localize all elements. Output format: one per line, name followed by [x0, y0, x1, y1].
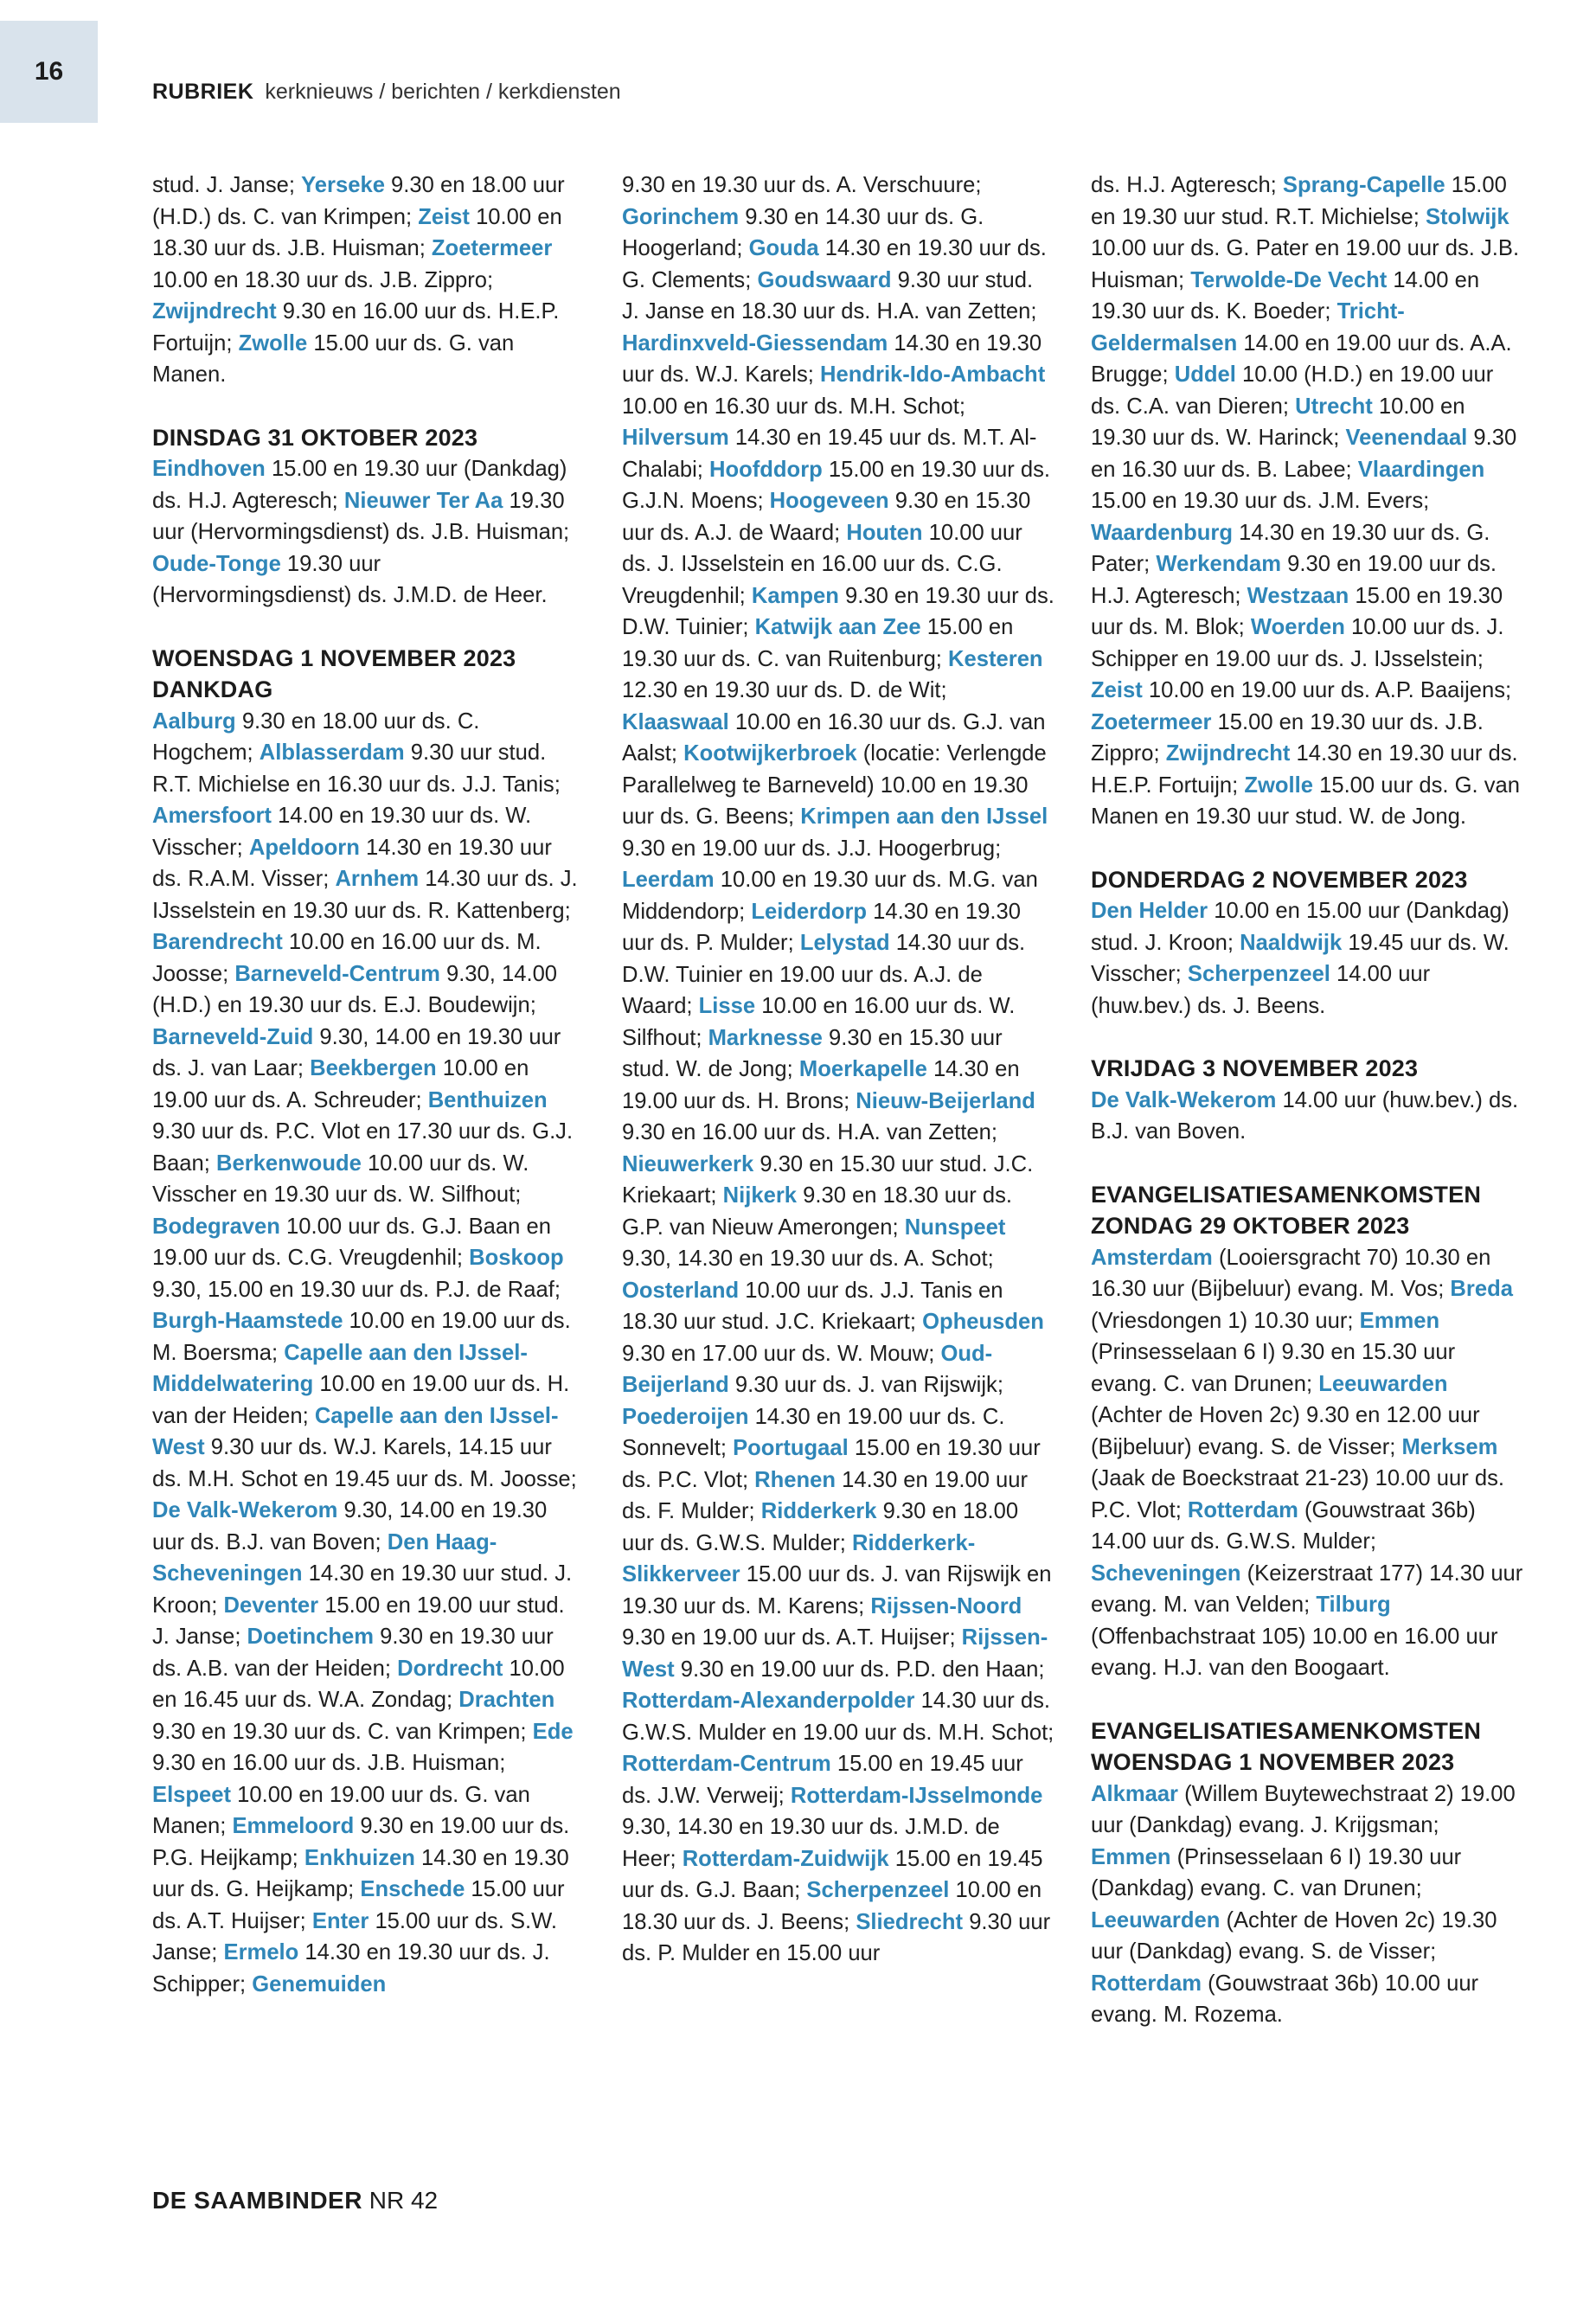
church-location: Lelystad — [799, 931, 890, 955]
church-location: Tilburg — [1316, 1593, 1391, 1617]
service-details: 10.00 uur ds. W. Visscher en 19.30 uur ds. W. Silfhout; — [152, 1150, 529, 1207]
service-details: 15.00 en 19.00 uur stud. J. Janse; — [152, 1593, 565, 1649]
church-location: Leeuwarden — [1318, 1371, 1448, 1396]
service-details: (Achter de Hoven 2c) 19.30 uur (Dankdag) evang. S. de Visser; — [1091, 1907, 1497, 1964]
page-number: 16 — [0, 21, 98, 123]
service-details: 9.30 en 19.00 uur ds. H.J. Agteresch; — [1091, 552, 1497, 608]
service-details: 14.30 en 19.30 uur ds. R.A.M. Visser; — [152, 835, 552, 891]
service-details: 15.00 uur ds. G. van Manen. — [152, 330, 515, 387]
column-2 — [622, 170, 1054, 1970]
service-details: 10.00 uur ds. J. IJsselstein en 16.00 uur ds. C.G. Vreugdenhil; — [622, 520, 1022, 608]
service-details: 9.30 en 17.00 uur ds. W. Mouw; — [622, 1341, 941, 1366]
church-location: Oosterland — [622, 1278, 740, 1303]
service-details: (Looiersgracht 70) 10.30 en 16.30 uur (Bijbeluur) evang. M. Vos; — [1091, 1245, 1491, 1301]
service-details: (Prinsesselaan 6 I) 19.30 uur (Dankdag) evang. C. van Drunen; — [1091, 1844, 1462, 1900]
service-details: 10.00 en 16.45 uur ds. W.A. Zondag; — [152, 1656, 565, 1712]
service-section — [152, 422, 585, 612]
church-location: Katwijk aan Zee — [754, 615, 921, 639]
service-details: 14.30 en 19.30 uur ds. G. Clements; — [622, 236, 1047, 292]
issue-number: NR 42 — [369, 2187, 439, 2214]
service-listing — [152, 706, 585, 2001]
service-listing — [152, 170, 585, 391]
church-location: Veenendaal — [1345, 426, 1468, 450]
publication-name: DE SAAMBINDER — [152, 2187, 362, 2214]
church-location: Capelle aan den IJssel-Middelwatering — [152, 1340, 528, 1396]
heading-line: WOENSDAG 1 NOVEMBER 2023 — [152, 644, 516, 671]
service-details: 15.00 en 19.30 uur stud. R.T. Michielse; — [1091, 173, 1507, 229]
service-details: 14.00 en 19.30 uur ds. K. Boeder; — [1091, 267, 1480, 324]
heading-line: EVANGELISATIESAMENKOMSTEN — [1091, 1181, 1482, 1208]
service-details: 10.00 en 19.00 uur ds. A. Schreuder; — [152, 1056, 529, 1112]
service-listing — [1091, 1085, 1523, 1148]
church-location: Burgh-Haamstede — [152, 1309, 343, 1333]
church-location: Leerdam — [622, 868, 715, 892]
service-details: 9.30 en 19.30 uur ds. A. Verschuure; — [622, 173, 982, 197]
church-location: Werkendam — [1156, 552, 1282, 576]
church-location: Poortugaal — [733, 1436, 849, 1460]
church-location: Enter — [311, 1908, 369, 1933]
church-location: Nieuwerkerk — [622, 1151, 754, 1176]
service-details: 10.00 en 18.30 uur ds. J. Beens; — [622, 1878, 1042, 1934]
church-location: Klaaswaal — [622, 709, 729, 734]
rubriek-subtitle: kerknieuws / berichten / kerkdiensten — [265, 80, 621, 104]
service-details: 14.30 en 19.30 uur ds. G. Pater; — [1091, 520, 1490, 576]
service-section — [1091, 864, 1523, 1022]
service-details: 14.30 en 19.00 uur ds. F. Mulder; — [622, 1467, 1029, 1523]
church-location: Amersfoort — [152, 804, 272, 828]
service-details: 14.30 en 19.30 uur ds. P. Mulder; — [622, 899, 1021, 955]
church-location: Den Helder — [1091, 899, 1208, 923]
church-location: Uddel — [1174, 362, 1236, 387]
service-details: (locatie: Verlengde Parallelweg te Barneveld) 10.00 en 19.30 uur ds. G. Beens; — [622, 741, 1047, 829]
service-details: (Gouwstraat 36b) 14.00 uur ds. G.W.S. Mulder; — [1091, 1497, 1476, 1554]
church-location: Rijssen-Noord — [870, 1593, 1022, 1618]
continued-text — [152, 170, 585, 391]
service-details: 10.00 en 19.00 uur ds. G. van Manen; — [152, 1782, 530, 1838]
service-details: 9.30 en 14.30 uur ds. G. Hoogerland; — [622, 204, 984, 260]
service-details: 10.00 en 18.30 uur ds. J.B. Huisman; — [152, 204, 562, 260]
service-details: 10.00 en 16.30 uur ds. M.H. Schot; — [622, 394, 965, 419]
church-location: Rotterdam — [1187, 1497, 1298, 1522]
section-heading — [1091, 1053, 1523, 1085]
service-details: (Vriesdongen 1) 10.30 uur; — [1091, 1308, 1360, 1333]
service-details: 14.30 uur ds. G.W.S. Mulder en 19.00 uur ds. M.H. Schot; — [622, 1689, 1054, 1745]
church-location: Beekbergen — [310, 1056, 437, 1080]
service-details: 10.00 uur ds. G.J. Baan en 19.00 uur ds. C.G. Vreugdenhil; — [152, 1214, 551, 1270]
service-details: 10.00 en 19.30 uur ds. W. Harinck; — [1091, 394, 1465, 450]
service-details: 10.00 (H.D.) en 19.00 uur ds. C.A. van Dieren; — [1091, 362, 1494, 419]
section-header — [152, 80, 621, 105]
service-section — [1091, 1053, 1523, 1148]
church-location: Scherpenzeel — [806, 1878, 950, 1902]
church-location: Nieuw-Beijerland — [856, 1088, 1035, 1113]
service-details: 15.00 uur ds. G. van Manen en 19.30 uur stud. W. de Jong. — [1091, 772, 1521, 829]
church-location: Barendrecht — [152, 930, 283, 954]
church-location: Nieuwer Ter Aa — [343, 488, 503, 513]
church-location: Bodegraven — [152, 1214, 280, 1239]
church-location: Nunspeet — [904, 1215, 1006, 1240]
service-listing — [1091, 170, 1523, 833]
church-location: Emmen — [1359, 1308, 1440, 1333]
service-details: 15.00 en 19.45 uur ds. J.W. Verweij; — [622, 1752, 1023, 1808]
service-details: 9.30 en 15.30 uur stud. J.C. Kriekaart; — [622, 1151, 1034, 1208]
church-location: Terwolde-De Vecht — [1190, 267, 1388, 292]
service-details: 9.30 en 15.30 uur stud. W. de Jong; — [622, 1025, 1003, 1081]
service-details: 9.30, 14.00 en 19.30 uur ds. J. van Laar; — [152, 1024, 561, 1080]
church-location: Deventer — [223, 1593, 319, 1618]
service-details: 9.30, 14.30 en 19.30 uur ds. J.M.D. de Heer; — [622, 1815, 1000, 1871]
church-location: De Valk-Wekerom — [152, 1498, 338, 1522]
service-listing — [1091, 1779, 1523, 2031]
service-details: 10.00 uur ds. J. Schipper en 19.00 uur ds. J. IJsselstein; — [1091, 615, 1504, 671]
church-location: Rotterdam-Alexanderpolder — [622, 1689, 915, 1713]
service-details: 9.30, 15.00 en 19.30 uur ds. P.J. de Raaf; — [152, 1277, 561, 1302]
church-location: Amsterdam — [1091, 1245, 1213, 1270]
church-location: Eindhoven — [152, 457, 266, 481]
church-location: Marknesse — [708, 1025, 823, 1050]
church-location: Sliedrecht — [856, 1909, 964, 1934]
church-location: Oud-Beijerland — [622, 1341, 993, 1397]
service-details: stud. J. Janse; — [152, 173, 302, 197]
church-location: Zeist — [418, 204, 470, 229]
church-location: Hoofddorp — [709, 457, 823, 482]
church-location: Hoogeveen — [769, 489, 889, 513]
church-location: Gouda — [748, 236, 819, 260]
service-details: 14.00 en 19.00 uur ds. A.A. Brugge; — [1091, 330, 1512, 387]
service-details: 9.30 en 15.30 uur ds. A.J. de Waard; — [622, 489, 1031, 545]
church-location: Poederoijen — [622, 1404, 749, 1429]
service-section — [1091, 1179, 1523, 1684]
column-3 — [1091, 170, 1523, 2031]
service-details: 15.00 en 19.30 uur ds. J.B. Zippro; — [1091, 709, 1484, 766]
service-details: 10.00 en 19.00 uur ds. H. van der Heiden; — [152, 1372, 570, 1428]
service-details: 9.30 en 19.00 uur ds. J.J. Hoogerbrug; — [622, 836, 1002, 861]
section-heading — [1091, 864, 1523, 896]
service-details: 10.00 en 19.00 uur ds. M. Boersma; — [152, 1309, 571, 1365]
church-location: Aalburg — [152, 708, 236, 734]
service-details: (Prinsesselaan 6 I) 9.30 en 15.30 uur evang. C. van Drunen; — [1091, 1340, 1456, 1396]
service-details: 9.30 en 18.00 uur (H.D.) ds. C. van Krimpen; — [152, 173, 565, 229]
service-details: 14.00 uur (huw.bev.) ds. B.J. van Boven. — [1091, 1087, 1519, 1144]
service-details: 15.00 en 19.30 uur (Dankdag) ds. H.J. Agteresch; — [152, 457, 567, 513]
service-details: 15.00 en 19.30 uur ds. M. Blok; — [1091, 583, 1503, 639]
service-details: 9.30 en 18.00 uur ds. C. Hogchem; — [152, 708, 480, 765]
service-details: 10.00 uur ds. J.J. Tanis en 18.30 uur stud. J.C. Kriekaart; — [622, 1278, 1003, 1334]
service-details: 9.30 en 19.00 uur ds. P.G. Heijkamp; — [152, 1814, 570, 1870]
church-location: Stolwijk — [1425, 204, 1509, 229]
church-location: Goudswaard — [757, 267, 892, 292]
church-location: Vlaardingen — [1357, 457, 1485, 482]
church-location: Rhenen — [754, 1467, 836, 1492]
service-details: 10.00 en 19.30 uur ds. M.G. van Middendorp; — [622, 868, 1038, 924]
church-location: Oude-Tonge — [152, 551, 281, 576]
footer — [152, 2187, 438, 2214]
church-location: Sprang-Capelle — [1282, 173, 1445, 197]
church-location: Hendrik-Ido-Ambacht — [820, 362, 1046, 387]
church-location: Krimpen aan den IJssel — [800, 804, 1048, 829]
service-details: 14.00 uur (huw.bev.) ds. J. Beens. — [1091, 962, 1431, 1018]
church-location: Enkhuizen — [304, 1845, 415, 1870]
church-location: Tricht-Geldermalsen — [1091, 299, 1405, 356]
heading-line: ZONDAG 29 OKTOBER 2023 — [1091, 1213, 1410, 1239]
service-details: 9.30 en 16.00 uur ds. J.B. Huisman; — [152, 1751, 506, 1775]
rubriek-label: RUBRIEK — [152, 80, 254, 104]
service-details: 19.30 uur (Hervormingsdienst) ds. J.M.D. de Heer. — [152, 551, 548, 607]
church-location: Ridderkerk — [760, 1499, 877, 1523]
heading-line: VRIJDAG 3 NOVEMBER 2023 — [1091, 1055, 1419, 1081]
service-details: (Offenbachstraat 105) 10.00 en 16.00 uur evang. H.J. van den Boogaart. — [1091, 1624, 1498, 1680]
service-details: 15.00 en 19.30 uur ds. C. van Ruitenburg; — [622, 615, 1014, 671]
service-details: 10.00 uur ds. G. Pater en 19.00 uur ds. J.B. Huisman; — [1091, 236, 1520, 292]
church-location: Leiderdorp — [751, 899, 868, 924]
service-details: 9.30 en 19.00 uur ds. A.T. Huijser; — [622, 1625, 962, 1650]
service-details: (Keizerstraat 177) 14.30 uur evang. M. van Velden; — [1091, 1561, 1523, 1617]
church-location: Ede — [532, 1719, 574, 1744]
church-location: Kampen — [751, 583, 839, 608]
service-details: 9.30 uur ds. P.C. Vlot en 17.30 uur ds. G.J. Baan; — [152, 1119, 574, 1176]
church-location: Capelle aan den IJssel-West — [152, 1403, 559, 1459]
service-details: 9.30 en 19.30 uur ds. C. van Krimpen; — [152, 1719, 533, 1744]
service-details: 14.00 en 19.30 uur ds. W. Visscher; — [152, 804, 532, 860]
church-location: Rijssen-West — [622, 1625, 1048, 1682]
service-details: 15.00 en 19.30 uur ds. J.M. Evers; — [1091, 489, 1430, 513]
church-location: Scherpenzeel — [1187, 962, 1330, 986]
church-location: Zwijndrecht — [152, 299, 277, 324]
service-details: ds. H.J. Agteresch; — [1091, 173, 1283, 197]
service-details: 9.30 en 19.00 uur ds. P.D. den Haan; — [674, 1657, 1045, 1682]
service-listing — [1091, 895, 1523, 1022]
church-location: Emmen — [1091, 1844, 1171, 1869]
service-details: 10.00 en 15.00 uur (Dankdag) stud. J. Kroon; — [1091, 899, 1509, 955]
church-location: Houten — [846, 520, 923, 545]
church-location: Zwolle — [238, 330, 308, 356]
church-location: Zeist — [1091, 678, 1143, 702]
service-details: 14.30 en 19.30 uur ds. W.J. Karels; — [622, 330, 1042, 387]
church-location: Scheveningen — [1091, 1561, 1241, 1586]
service-details: (Willem Buytewechstraat 2) 19.00 uur (Dankdag) evang. J. Krijgsman; — [1091, 1781, 1516, 1837]
service-listing — [622, 170, 1054, 1970]
church-location: Genemuiden — [252, 1971, 387, 1997]
service-details: 9.30 en 16.00 uur ds. H.A. van Zetten; — [622, 1120, 997, 1144]
church-location: Nijkerk — [722, 1183, 798, 1208]
section-heading — [1091, 1715, 1523, 1779]
church-location: Dordrecht — [397, 1656, 503, 1681]
church-location: Alblasserdam — [259, 740, 405, 765]
heading-line: EVANGELISATIESAMENKOMSTEN — [1091, 1717, 1482, 1744]
section-heading — [1091, 1179, 1523, 1242]
church-location: Hardinxveld-Giessendam — [622, 330, 888, 356]
service-details: 9.30 uur stud. R.T. Michielse en 16.30 uur ds. J.J. Tanis; — [152, 740, 561, 797]
church-location: Elspeet — [152, 1782, 232, 1807]
service-details: 10.00 en 18.30 uur ds. J.B. Zippro; — [152, 267, 494, 292]
heading-line: WOENSDAG 1 NOVEMBER 2023 — [1091, 1749, 1455, 1775]
service-details: 14.30 en 19.00 uur ds. H. Brons; — [622, 1057, 1020, 1113]
service-section — [1091, 1715, 1523, 2031]
church-location: Doetinchem — [247, 1625, 375, 1649]
service-details: 14.30 en 19.30 uur ds. G. Heijkamp; — [152, 1845, 569, 1901]
service-details: 14.30 uur ds. J. IJsselstein en 19.30 uur ds. R. Kattenberg; — [152, 867, 578, 923]
service-details: 10.00 en 19.00 uur ds. A.P. Baaijens; — [1142, 678, 1512, 702]
service-details: 9.30 uur ds. W.J. Karels, 14.15 uur ds. M.H. Schot en 19.45 uur ds. M. Joosse; — [152, 1435, 577, 1491]
service-details: 14.30 en 19.00 uur ds. C. Sonnevelt; — [622, 1404, 1005, 1460]
church-location: De Valk-Wekerom — [1091, 1087, 1277, 1112]
church-location: Ermelo — [223, 1940, 299, 1965]
service-details: (Achter de Hoven 2c) 9.30 en 12.00 uur (Bijbeluur) evang. S. de Visser; — [1091, 1403, 1480, 1459]
heading-line: DONDERDAG 2 NOVEMBER 2023 — [1091, 866, 1468, 893]
church-location: Hilversum — [622, 426, 729, 450]
service-details: 9.30 en 16.00 uur ds. H.E.P. Fortuijn; — [152, 299, 560, 356]
church-location: Yerseke — [301, 173, 385, 197]
church-location: Benthuizen — [427, 1087, 548, 1112]
church-location: Barneveld-Zuid — [152, 1024, 314, 1049]
service-details: 15.00 en 19.30 uur ds. G.J.N. Moens; — [622, 457, 1051, 513]
heading-line: DINSDAG 31 OKTOBER 2023 — [152, 424, 478, 451]
service-details: 14.30 en 19.30 uur stud. J. Kroon; — [152, 1561, 573, 1618]
church-location: Kootwijkerbroek — [683, 741, 857, 766]
church-location: Gorinchem — [622, 204, 740, 229]
column-1 — [152, 170, 585, 2000]
service-details: 19.30 uur (Hervormingsdienst) ds. J.B. Huisman; — [152, 488, 570, 544]
church-location: Zwolle — [1244, 772, 1313, 798]
service-details: 9.30 en 19.30 uur ds. D.W. Tuinier; — [622, 583, 1054, 639]
service-section — [152, 643, 585, 2001]
church-location: Breda — [1450, 1277, 1513, 1301]
church-location: Leeuwarden — [1091, 1907, 1221, 1932]
church-location: Rotterdam — [1091, 1971, 1202, 1996]
service-details: (Jaak de Boeckstraat 21-23) 10.00 uur ds. P.C. Vlot; — [1091, 1466, 1505, 1522]
church-location: Rotterdam-IJsselmonde — [790, 1783, 1043, 1808]
church-location: Emmeloord — [232, 1814, 355, 1838]
section-heading — [152, 643, 585, 706]
service-details: 10.00 en 16.00 uur ds. W. Silfhout; — [622, 994, 1016, 1050]
service-details: 14.30 en 19.30 uur ds. J. Schipper; — [152, 1940, 550, 1997]
service-listing — [1091, 1242, 1523, 1684]
service-details: 9.30 uur stud. J. Janse en 18.30 uur ds. H.A. van Zetten; — [622, 267, 1037, 324]
service-details: 9.30 uur ds. P. Mulder en 15.00 uur — [622, 1909, 1051, 1965]
service-listing — [152, 453, 585, 612]
service-details: 15.00 uur ds. J. van Rijswijk en 19.30 uur ds. M. Karens; — [622, 1562, 1052, 1618]
service-details: 15.00 uur ds. S.W. Janse; — [152, 1908, 557, 1965]
section-heading — [152, 422, 585, 454]
church-location: Utrecht — [1295, 394, 1373, 419]
church-location: Zoetermeer — [431, 236, 553, 260]
service-details: 9.30 en 18.30 uur ds. G.P. van Nieuw Amerongen; — [622, 1183, 1013, 1240]
church-location: Lisse — [698, 994, 756, 1018]
church-location: Arnhem — [335, 867, 420, 891]
church-location: Drachten — [458, 1688, 555, 1712]
church-location: Waardenburg — [1091, 520, 1233, 545]
service-details: 9.30 uur ds. J. van Rijswijk; — [728, 1373, 1003, 1397]
service-details: 14.30 en 19.30 uur ds. H.E.P. Fortuijn; — [1091, 741, 1518, 798]
church-location: Alkmaar — [1091, 1781, 1179, 1806]
service-details: 19.45 uur ds. W. Visscher; — [1091, 930, 1509, 986]
church-location: Rotterdam-Centrum — [622, 1752, 831, 1776]
service-details: 10.00 en 16.00 uur ds. M. Joosse; — [152, 930, 542, 986]
heading-line: DANKDAG — [152, 676, 273, 702]
church-location: Rotterdam-Zuidwijk — [682, 1846, 889, 1871]
service-details: 9.30, 14.00 en 19.30 uur ds. B.J. van Boven; — [152, 1498, 548, 1554]
church-location: Westzaan — [1247, 583, 1349, 608]
service-details: 15.00 uur ds. A.T. Huijser; — [152, 1877, 565, 1933]
church-location: Moerkapelle — [798, 1057, 927, 1081]
church-location: Berkenwoude — [216, 1150, 362, 1176]
service-details: 12.30 en 19.30 uur ds. D. de Wit; — [622, 678, 947, 702]
church-location: Enschede — [360, 1877, 465, 1901]
service-details: 15.00 en 19.30 uur ds. P.C. Vlot; — [622, 1436, 1041, 1492]
church-location: Boskoop — [469, 1246, 564, 1270]
continued-text — [622, 170, 1054, 1970]
continued-text — [1091, 170, 1523, 833]
church-location: Barneveld-Centrum — [234, 961, 440, 986]
church-location: Kesteren — [948, 646, 1043, 671]
church-location: Apeldoorn — [248, 835, 360, 860]
service-details: 9.30 en 19.30 uur ds. A.B. van der Heiden; — [152, 1625, 554, 1681]
service-details: (Gouwstraat 36b) 10.00 uur evang. M. Rozema. — [1091, 1971, 1479, 2027]
service-details: 9.30 en 16.30 uur ds. B. Labee; — [1091, 426, 1517, 482]
service-details: 14.30 en 19.45 uur ds. M.T. Al-Chalabi; — [622, 426, 1037, 482]
church-location: Naaldwijk — [1240, 930, 1343, 955]
church-location: Merksem — [1401, 1434, 1498, 1459]
church-location: Opheusden — [922, 1310, 1044, 1334]
service-details: 9.30, 14.00 (H.D.) en 19.30 uur ds. E.J. Boudewijn; — [152, 961, 558, 1017]
church-location: Woerden — [1250, 615, 1345, 639]
service-details: 9.30 en 18.00 uur ds. G.W.S. Mulder; — [622, 1499, 1019, 1555]
church-location: Zoetermeer — [1091, 709, 1212, 734]
church-location: Den Haag-Scheveningen — [152, 1529, 497, 1586]
church-location: Ridderkerk-Slikkerveer — [622, 1530, 976, 1586]
service-details: 10.00 en 16.30 uur ds. G.J. van Aalst; — [622, 709, 1046, 766]
service-details: 14.30 uur ds. D.W. Tuinier en 19.00 uur ds. A.J. de Waard; — [622, 931, 1026, 1018]
service-details: 9.30, 14.30 en 19.30 uur ds. A. Schot; — [622, 1247, 994, 1271]
service-details: 15.00 en 19.45 uur ds. G.J. Baan; — [622, 1846, 1043, 1902]
church-location: Zwijndrecht — [1165, 741, 1291, 766]
